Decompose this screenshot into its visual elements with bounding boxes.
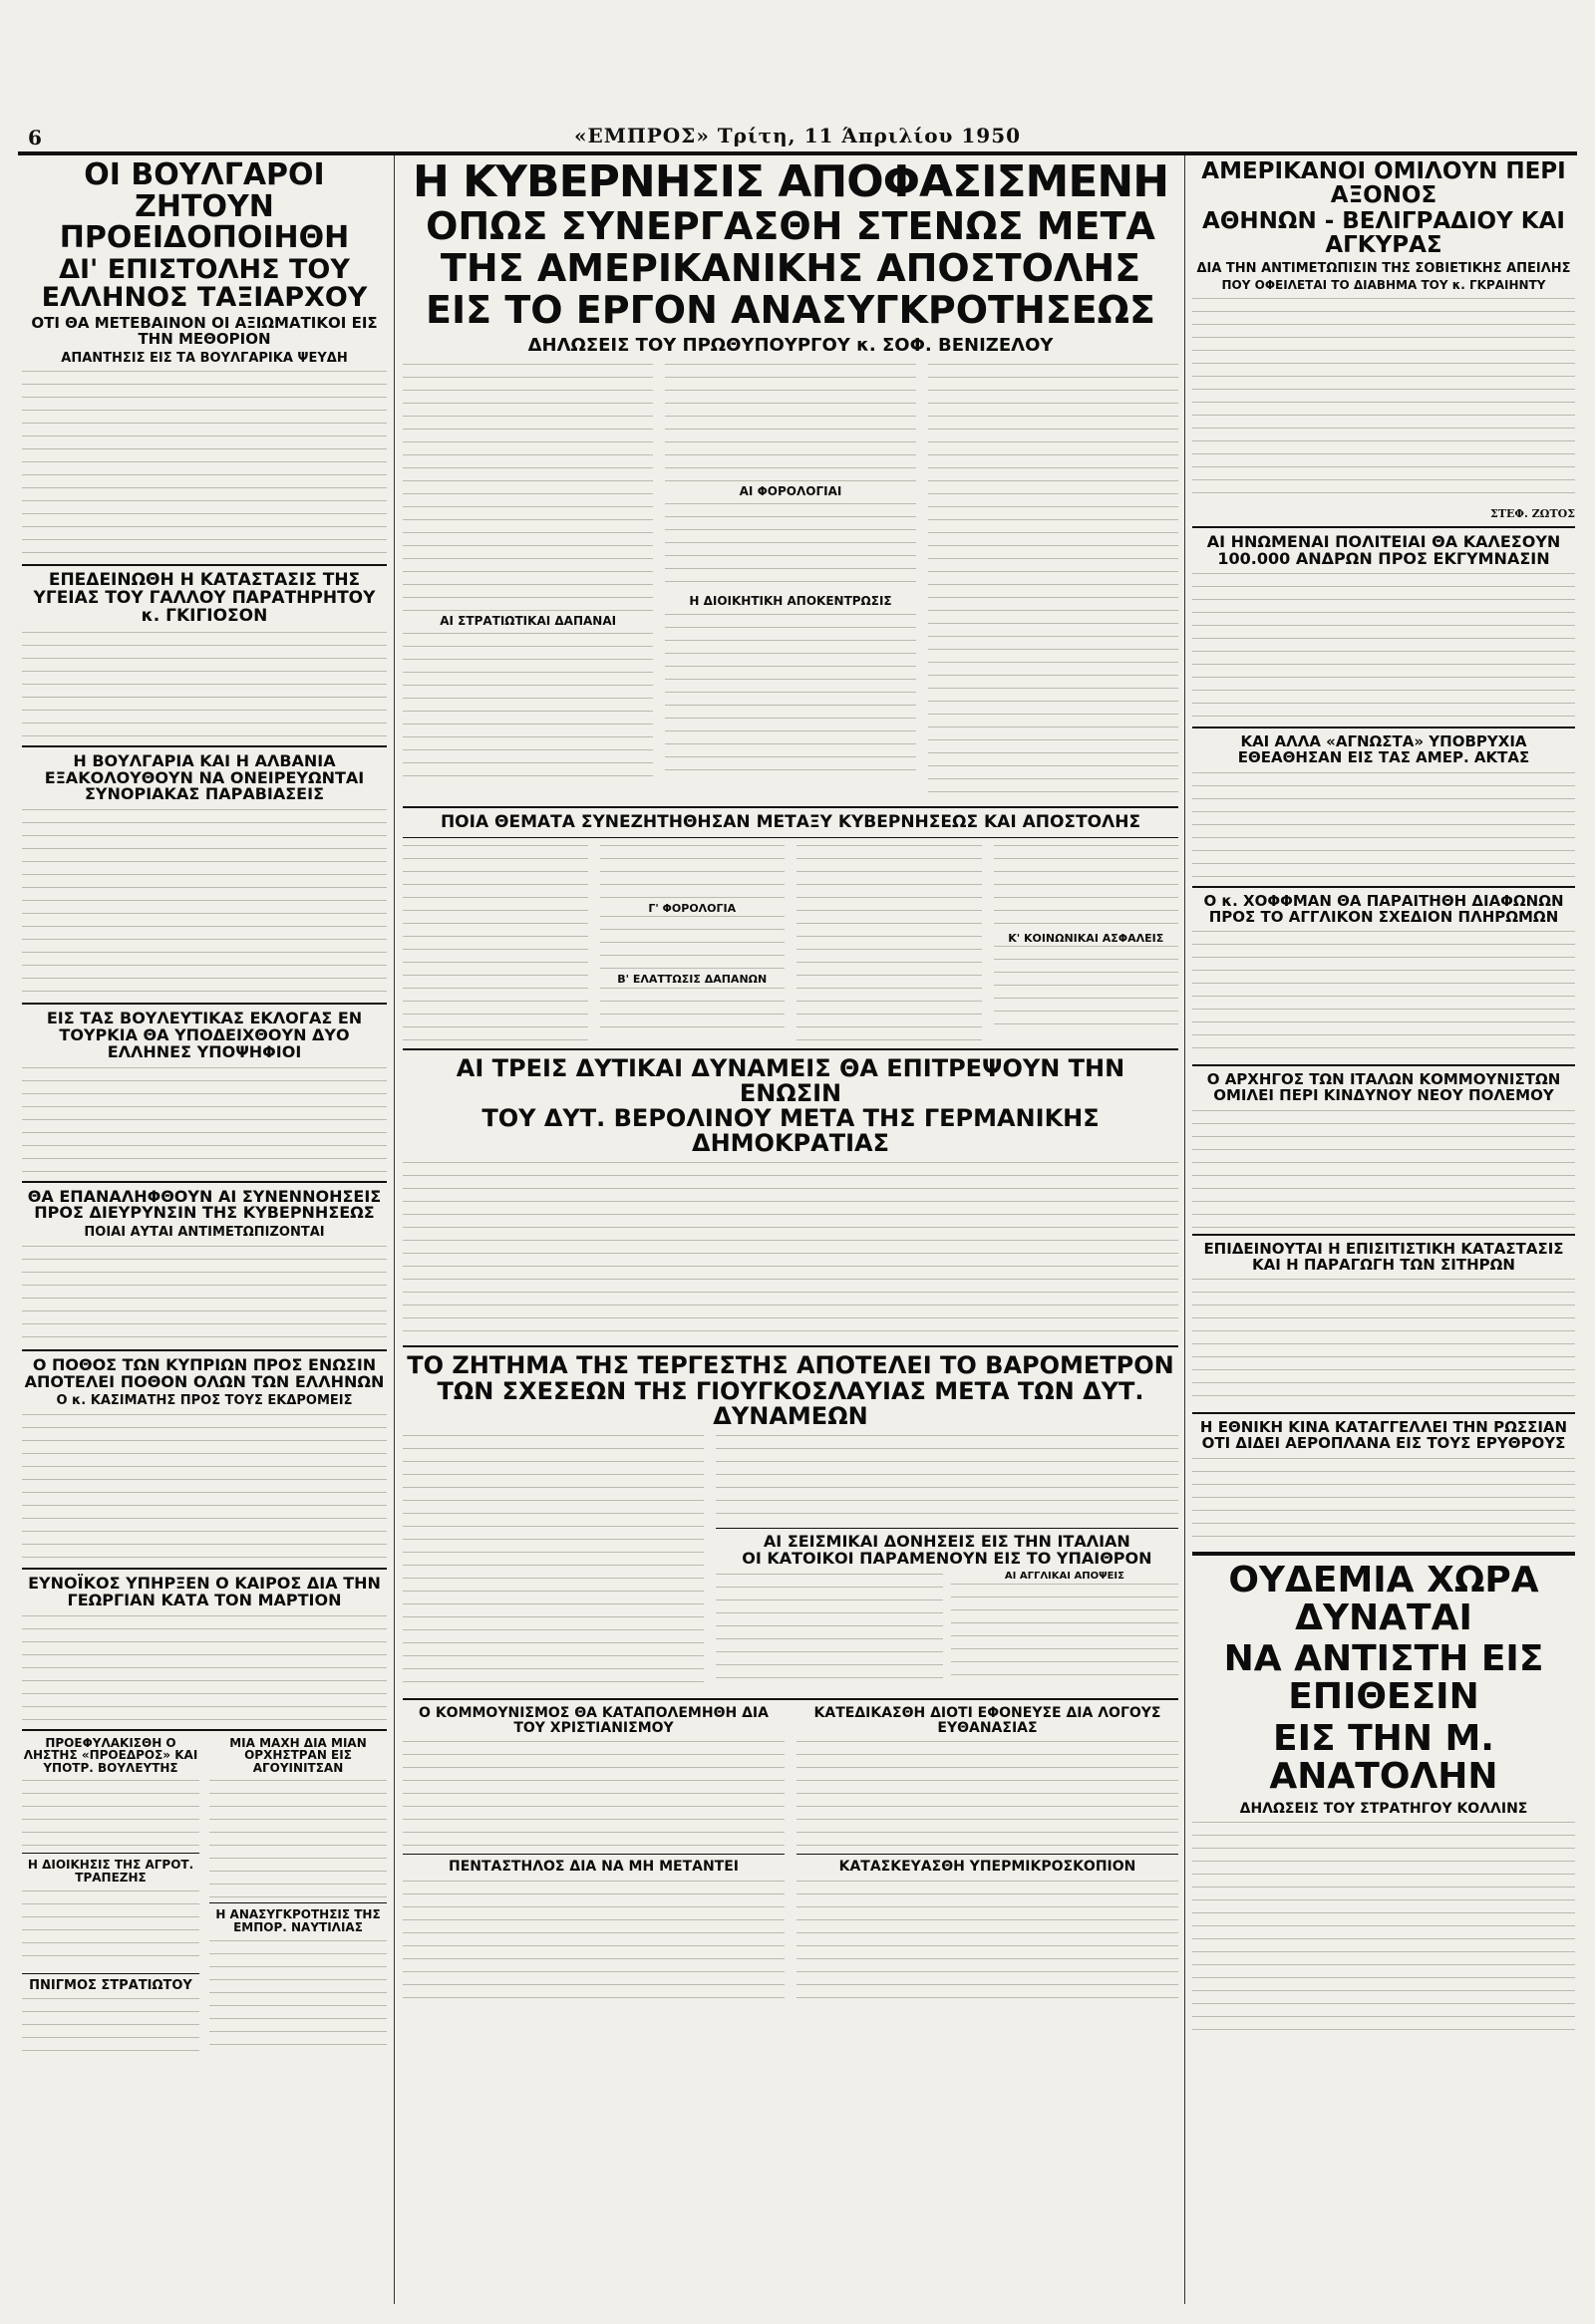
headline: ΤΗΣ ΑΜΕΡΙΚΑΝΙΚΗΣ ΑΠΟΣΤΟΛΗΣ (440, 246, 1141, 291)
article-text (22, 1996, 199, 2056)
headline: ΑΙ ΤΡΕΙΣ ΔΥΤΙΚΑΙ ΔΥΝΑΜΕΙΣ ΘΑ ΕΠΙΤΡΕΨΟΥΝ ΤΗΝ ΕΝΩΣΙΝ (456, 1053, 1125, 1107)
article-text (665, 501, 915, 591)
article-text (22, 369, 387, 558)
headline: ΟΙ ΒΟΥΛΓΑΡΟΙ ΖΗΤΟΥΝ ΠΡΟΕΙΔΟΠΟΙΗΘΗ (59, 159, 350, 255)
article-text (716, 1572, 943, 1682)
article-text (22, 1065, 387, 1175)
article-text (1192, 571, 1575, 721)
headline: ΔΙ' ΕΠΙΣΤΟΛΗΣ ΤΟΥ ΕΛΛΗΝΟΣ ΤΑΞΙΑΡΧΟΥ (41, 253, 368, 313)
headline: ΚΑΤΕΔΙΚΑΣΘΗ ΔΙΟΤΙ ΕΦΟΝΕΥΣΕ ΔΙΑ ΛΟΓΟΥΣ ΕΥΘΑΝΑΣΙΑΣ (813, 1704, 1161, 1736)
subheadline: ΠΟΥ ΟΦΕΙΛΕΤΑΙ ΤΟ ΔΙΑΒΗΜΑ ΤΟΥ κ. ΓΚΡΑΙΗΝΤΥ (1221, 278, 1546, 293)
article-text (22, 1412, 387, 1562)
headline: ΝΑ ΑΝΤΙΣΤΗ ΕΙΣ ΕΠΙΘΕΣΙΝ (1223, 1638, 1544, 1718)
headline: ΚΑΙ ΑΛΛΑ «ΑΓΝΩΣΤΑ» ΥΠΟΒΡΥΧΙΑ ΕΘΕΑΘΗΣΑΝ ΕΙΣ ΤΑΣ ΑΜΕΡ. ΑΚΤΑΣ (1237, 732, 1530, 767)
headline: ΑΜΕΡΙΚΑΝΟΙ ΟΜΙΛΟΥΝ ΠΕΡΙ ΑΞΟΝΟΣ (1201, 159, 1566, 209)
subheadline: ΔΗΛΩΣΕΙΣ ΤΟΥ ΠΡΩΘΥΠΟΥΡΓΟΥ κ. ΣΟΦ. ΒΕΝΙΖΕΛΟΥ (527, 334, 1054, 356)
headline: ΠΟΙΑ ΘΕΜΑΤΑ ΣΥΝΕΖΗΤΗΘΗΣΑΝ ΜΕΤΑΞΥ ΚΥΒΕΡΝΗΣΕΩΣ ΚΑΙ ΑΠΟΣΤΟΛΗΣ (440, 811, 1141, 832)
headline: Η ΑΝΑΣΥΓΚΡΟΤΗΣΙΣ ΤΗΣ ΕΜΠΟΡ. ΝΑΥΤΙΛΙΑΣ (215, 1907, 381, 1935)
headline: ΕΙΣ ΤΗΝ Μ. ΑΝΑΤΟΛΗΝ (1269, 1718, 1498, 1797)
section-heading: ΑΙ ΑΓΓΛΙΚΑΙ ΑΠΟΨΕΙΣ (1004, 1570, 1124, 1582)
headline: ΑΙ ΗΝΩΜΕΝΑΙ ΠΟΛΙΤΕΙΑΙ ΘΑ ΚΑΛΕΣΟΥΝ 100.000 ΑΝΔΡΩΝ ΠΡΟΣ ΕΚΓΥΜΝΑΣΙΝ (1206, 531, 1561, 568)
article-text (1192, 1820, 1575, 2039)
headline: ΟΥΔΕΜΙΑ ΧΩΡΑ ΔΥΝΑΤΑΙ (1228, 1559, 1539, 1638)
headline: ΑΙ ΣΕΙΣΜΙΚΑΙ ΔΟΝΗΣΕΙΣ ΕΙΣ ΤΗΝ ΙΤΑΛΙΑΝ (763, 1531, 1130, 1551)
article-text (403, 1739, 785, 1849)
subheadline: ΠΟΙΑΙ ΑΥΤΑΙ ΑΝΤΙΜΕΤΩΠΙΖΟΝΤΑΙ (84, 1225, 325, 1241)
page-number: 6 (28, 126, 42, 149)
headline: Ο ΑΡΧΗΓΟΣ ΤΩΝ ΙΤΑΛΩΝ ΚΟΜΜΟΥΝΙΣΤΩΝ ΟΜΙΛΕΙ ΠΕΡΙ ΚΙΝΔΥΝΟΥ ΝΕΟΥ ΠΟΛΕΜΟΥ (1206, 1070, 1561, 1105)
article-text (994, 944, 1179, 1033)
article-text (797, 1879, 1178, 1998)
article-text (665, 612, 915, 771)
article-text (1192, 1108, 1575, 1228)
headline: ΑΘΗΝΩΝ - ΒΕΛΙΓΡΑΔΙΟΥ ΚΑΙ ΑΓΚΥΡΑΣ (1202, 208, 1565, 259)
headline: ΟΙ ΚΑΤΟΙΚΟΙ ΠΑΡΑΜΕΝΟΥΝ ΕΙΣ ΤΟ ΥΠΑΙΘΡΟΝ (742, 1548, 1152, 1568)
article-text (600, 843, 786, 903)
article-text (600, 986, 786, 1035)
headline: ΜΙΑ ΜΑΧΗ ΔΙΑ ΜΙΑΝ ΟΡΧΗΣΤΡΑΝ ΕΙΣ ΑΓΟΥΙΝΙΤΣΑΝ (229, 1735, 367, 1775)
article-text (403, 362, 653, 611)
article-text (403, 843, 588, 1042)
article-text (22, 1613, 387, 1723)
subheadline: ΑΠΑΝΤΗΣΙΣ ΕΙΣ ΤΑ ΒΟΥΛΓΑΡΙΚΑ ΨΕΥΔΗ (61, 350, 348, 366)
article-text (1192, 929, 1575, 1058)
section-heading: Γ' ΦΟΡΟΛΟΓΙΑ (648, 901, 737, 915)
headline: ΤΩΝ ΣΧΕΣΕΩΝ ΤΗΣ ΓΙΟΥΓΚΟΣΛΑΥΙΑΣ ΜΕΤΑ ΤΩΝ ΔΥΤ. ΔΥΝΑΜΕΩΝ (437, 1376, 1144, 1430)
article-text (1192, 1277, 1575, 1406)
headline: ΤΟ ΖΗΤΗΜΑ ΤΗΣ ΤΕΡΓΕΣΤΗΣ ΑΠΟΤΕΛΕΙ ΤΟ ΒΑΡΟΜΕΤΡΟΝ (407, 1351, 1174, 1380)
article-text (22, 630, 387, 739)
article-text (1192, 1456, 1575, 1546)
section-heading: Β' ΕΛΑΤΤΩΣΙΣ ΔΑΠΑΝΩΝ (617, 973, 768, 987)
headline: Η ΔΙΟΙΚΗΣΙΣ ΤΗΣ ΑΓΡΟΤ. ΤΡΑΠΕΖΗΣ (27, 1858, 194, 1886)
headline: ΚΑΤΑΣΚΕΥΑΣΘΗ ΥΠΕΡΜΙΚΡΟΣΚΟΠΙΟΝ (838, 1859, 1136, 1876)
masthead (18, 118, 1577, 155)
headline: ΔΙΑ ΤΗΝ ΑΝΤΙΜΕΤΩΠΙΣΙΝ ΤΗΣ ΣΟΒΙΕΤΙΚΗΣ ΑΠΕΙΛΗΣ (1196, 260, 1571, 276)
section-heading: ΑΙ ΦΟΡΟΛΟΓΙΑΙ (739, 483, 842, 498)
left-column (22, 159, 387, 2302)
section-heading: Κ' ΚΟΙΝΩΝΙΚΑΙ ΑΣΦΑΛΕΙΣ (1008, 931, 1164, 945)
byline: ΣΤΕΦ. ΖΩΤΟΣ (1490, 506, 1575, 520)
center-column (403, 159, 1178, 2302)
masthead-title: «ΕΜΠΡΟΣ» Τρίτη, 11 Άπριλίου 1950 (573, 124, 1022, 147)
article-text (403, 1433, 704, 1692)
headline: Ο ΚΟΜΜΟΥΝΙΣΜΟΣ ΘΑ ΚΑΤΑΠΟΛΕΜΗΘΗ ΔΙΑ ΤΟΥ ΧΡΙΣΤΙΑΝΙΣΜΟΥ (419, 1704, 769, 1736)
article-text (1192, 296, 1575, 505)
headline: ΠΝΙΓΜΟΣ ΣΤΡΑΤΙΩΤΟΥ (29, 1977, 192, 1993)
article-text (403, 631, 653, 780)
headline: ΘΑ ΕΠΑΝΑΛΗΦΘΟΥΝ ΑΙ ΣΥΝΕΝΝΟΗΣΕΙΣ ΠΡΟΣ ΔΙΕΥΡΥΝΣΙΝ ΤΗΣ ΚΥΒΕΡΝΗΣΕΩΣ (27, 1186, 382, 1223)
subheadline: Ο κ. ΚΑΣΙΜΑΤΗΣ ΠΡΟΣ ΤΟΥΣ ΕΚΔΡΟΜΕΙΣ (56, 1393, 353, 1409)
headline: Η ΒΟΥΛΓΑΡΙΑ ΚΑΙ Η ΑΛΒΑΝΙΑ ΕΞΑΚΟΛΟΥΘΟΥΝ ΝΑ ΟΝΕΙΡΕΥΩΝΤΑΙ ΣΥΝΟΡΙΑΚΑΣ ΠΑΡΑΒΙΑΣΕΙΣ (44, 750, 365, 804)
headline: Η ΕΘΝΙΚΗ ΚΙΝΑ ΚΑΤΑΓΓΕΛΛΕΙ ΤΗΝ ΡΩΣΣΙΑΝ ΟΤΙ ΔΙΔΕΙ ΑΕΡΟΠΛΑΝΑ ΕΙΣ ΤΟΥΣ ΕΡΥΘΡΟΥΣ (1199, 1418, 1568, 1453)
article-text (994, 843, 1179, 933)
headline: ΕΥΝΟΪΚΟΣ ΥΠΗΡΞΕΝ Ο ΚΑΙΡΟΣ ΔΙΑ ΤΗΝ ΓΕΩΡΓΙΑΝ ΚΑΤΑ ΤΟΝ ΜΑΡΤΙΟΝ (28, 1574, 381, 1609)
headline: ΕΙΣ ΤΑΣ ΒΟΥΛΕΥΤΙΚΑΣ ΕΚΛΟΓΑΣ ΕΝ ΤΟΥΡΚΙΑ ΘΑ ΥΠΟΔΕΙΧΘΟΥΝ ΔΥΟ ΕΛΛΗΝΕΣ ΥΠΟΨΗΦΙΟΙ (46, 1009, 363, 1061)
right-column (1192, 159, 1575, 2302)
article-text (22, 1778, 199, 1848)
headline: Ο ΠΟΘΟΣ ΤΩΝ ΚΥΠΡΙΩΝ ΠΡΟΣ ΕΝΩΣΙΝ ΑΠΟΤΕΛΕΙ ΠΟΘΟΝ ΟΛΩΝ ΤΩΝ ΕΛΛΗΝΩΝ (24, 1354, 385, 1391)
headline: ΕΠΕΔΕΙΝΩΘΗ Η ΚΑΤΑΣΤΑΣΙΣ ΤΗΣ ΥΓΕΙΑΣ ΤΟΥ ΓΑΛΛΟΥ ΠΑΡΑΤΗΡΗΤΟΥ κ. ΓΚΙΓΙΟΣΟΝ (33, 570, 376, 627)
headline: ΟΤΙ ΘΑ ΜΕΤΕΒΑΙΝΟΝ ΟΙ ΑΞΙΩΜΑΤΙΚΟΙ ΕΙΣ ΤΗΝ ΜΕΘΟΡΙΟΝ (31, 314, 378, 348)
article-text (797, 1739, 1178, 1849)
article-text (22, 1888, 199, 1968)
headline: ΟΠΩΣ ΣΥΝΕΡΓΑΣΘΗ ΣΤΕΝΩΣ ΜΕΤΑ (426, 204, 1155, 249)
headline: ΠΕΝΤΑΣΤΗΛΟΣ ΔΙΑ ΝΑ ΜΗ ΜΕΤΑΝΤΕΙ (448, 1859, 739, 1876)
article-text (22, 1244, 387, 1343)
column-divider (394, 155, 395, 2304)
headline: Ο κ. ΧΟΦΦΜΑΝ ΘΑ ΠΑΡΑΙΤΗΘΗ ΔΙΑΦΩΝΩΝ ΠΡΟΣ ΤΟ ΑΓΓΛΙΚΟΝ ΣΧΕΔΙΟΝ ΠΛΗΡΩΜΩΝ (1203, 891, 1564, 926)
article-text (600, 914, 786, 974)
column-divider (1184, 155, 1185, 2304)
section-heading: Η ΔΙΟΙΚΗΤΙΚΗ ΑΠΟΚΕΝΤΡΩΣΙΣ (689, 594, 892, 609)
article-text (665, 362, 915, 481)
article-text (1192, 770, 1575, 880)
article-text (209, 1938, 387, 2048)
subheadline: ΔΗΛΩΣΕΙΣ ΤΟΥ ΣΤΡΑΤΗΓΟΥ ΚΟΛΛΙΝΣ (1239, 1800, 1528, 1817)
article-text (928, 362, 1178, 800)
headline: Η ΚΥΒΕΡΝΗΣΙΣ ΑΠΟΦΑΣΙΣΜΕΝΗ (412, 159, 1169, 207)
headline: ΤΟΥ ΔΥΤ. ΒΕΡΟΛΙΝΟΥ ΜΕΤΑ ΤΗΣ ΓΕΡΜΑΝΙΚΗΣ ΔΗΜΟΚΡΑΤΙΑΣ (481, 1103, 1100, 1158)
headline: ΕΠΙΔΕΙΝΟΥΤΑΙ Η ΕΠΙΣΙΤΙΣΤΙΚΗ ΚΑΤΑΣΤΑΣΙΣ ΚΑΙ Η ΠΑΡΑΓΩΓΗ ΤΩΝ ΣΙΤΗΡΩΝ (1203, 1239, 1564, 1274)
article-text (797, 843, 982, 1042)
article-text (716, 1433, 1178, 1523)
section-heading: ΑΙ ΣΤΡΑΤΙΩΤΙΚΑΙ ΔΑΠΑΝΑΙ (440, 613, 617, 628)
article-text (403, 1879, 785, 1998)
article-text (209, 1778, 387, 1897)
headline: ΕΙΣ ΤΟ ΕΡΓΟΝ ΑΝΑΣΥΓΚΡΟΤΗΣΕΩΣ (426, 287, 1155, 332)
article-text (22, 807, 387, 997)
headline: ΠΡΟΕΦΥΛΑΚΙΣΘΗ Ο ΛΗΣΤΗΣ «ΠΡΟΕΔΡΟΣ» ΚΑΙ ΥΠΟΤΡ. ΒΟΥΛΕΥΤΗΣ (23, 1735, 198, 1775)
article-text (951, 1582, 1178, 1681)
article-text (403, 1160, 1178, 1339)
